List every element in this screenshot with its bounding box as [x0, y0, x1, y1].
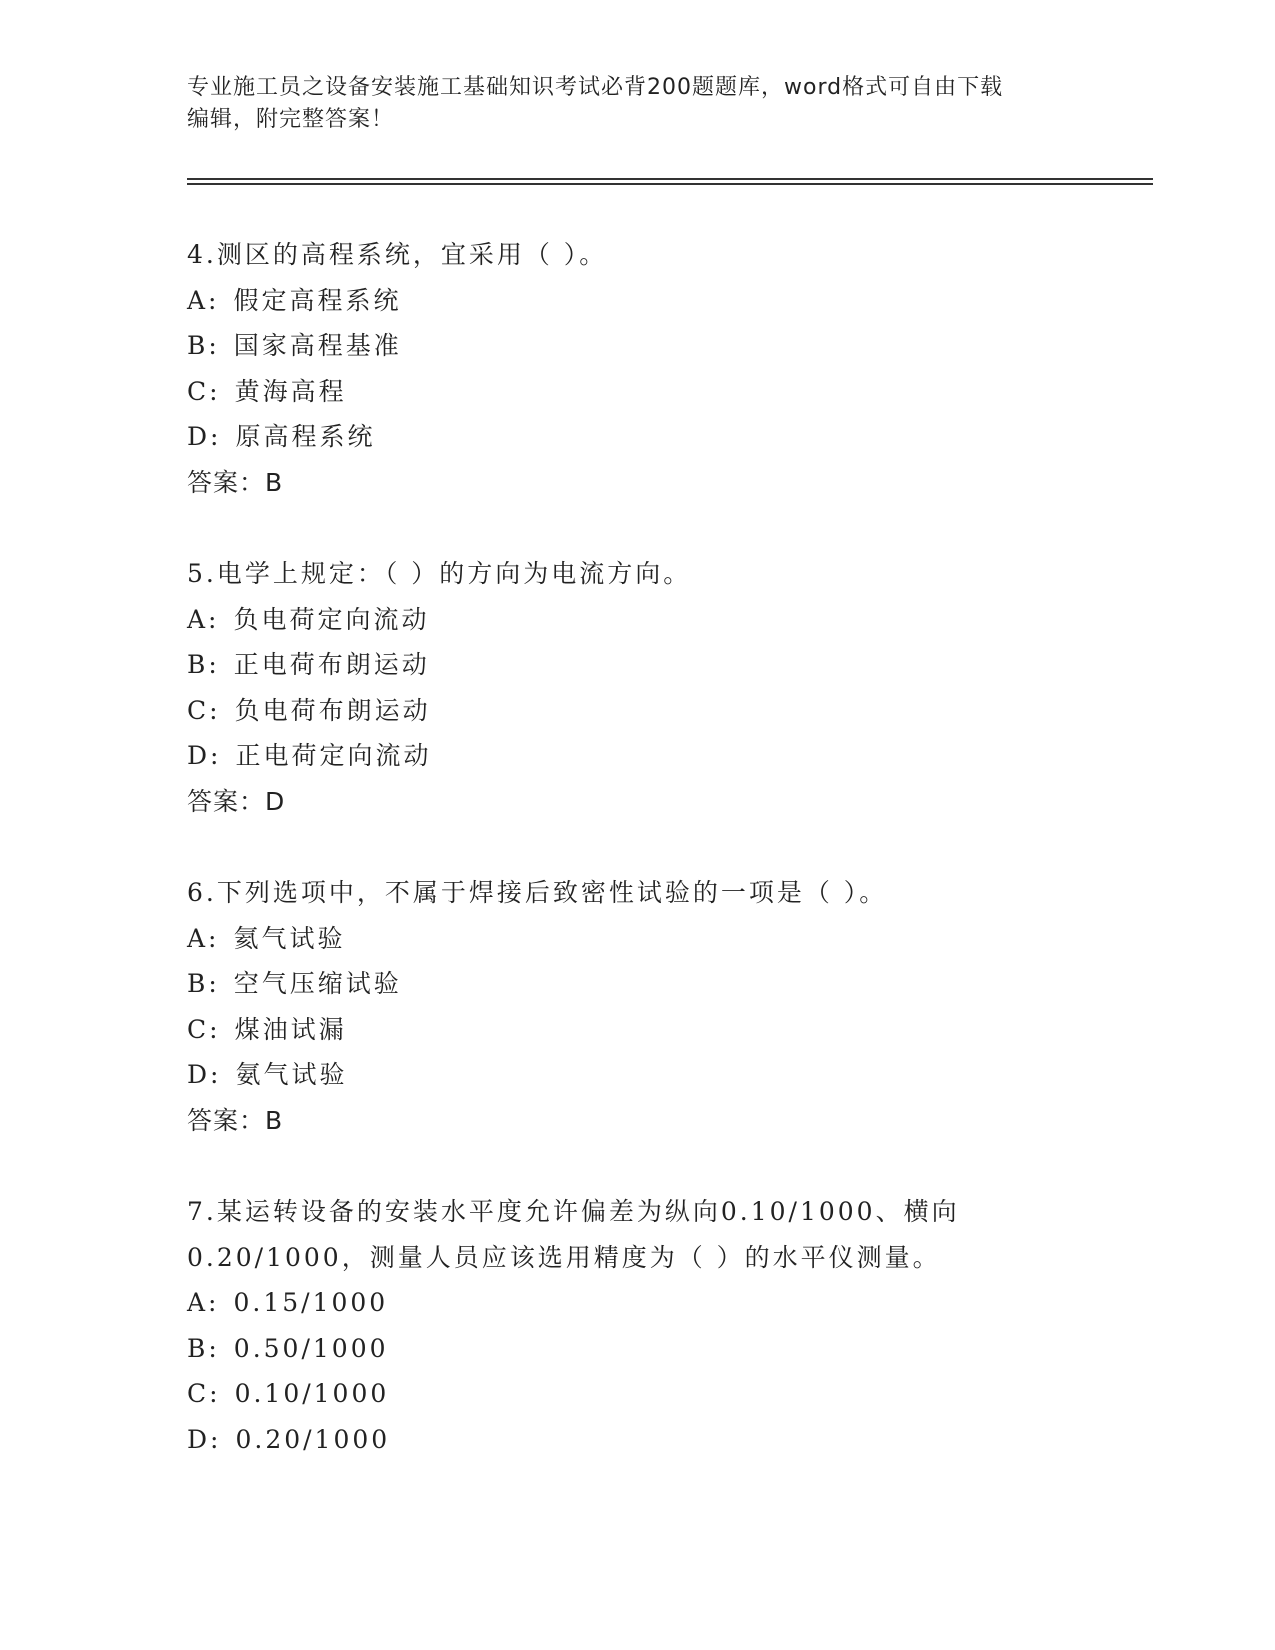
option-letter: C: [187, 1379, 221, 1408]
option-letter: A: [187, 923, 220, 953]
option-text: 氨气试验 [235, 1060, 348, 1089]
option-text: 0.10/1000 [234, 1379, 390, 1408]
option-letter: D: [187, 1424, 222, 1454]
question-stem-continued: 0.20/1000，测量人员应该选用精度为（ ）的水平仪测量。 [187, 1242, 941, 1272]
option-c [187, 1007, 1167, 1053]
header-line-2: 编辑，附完整答案！ [187, 107, 395, 132]
option-c [187, 688, 1167, 734]
document-header [187, 72, 1087, 136]
question-stem: 6.下列选项中，不属于焊接后致密性试验的一项是（ ）。 [187, 878, 888, 907]
option-b [187, 961, 1167, 1007]
option-text: 原高程系统 [235, 422, 376, 451]
option-a [187, 597, 1167, 643]
option-text: 空气压缩试验 [233, 969, 402, 998]
question-6 [187, 870, 1167, 1143]
option-a [187, 916, 1167, 962]
option-letter: C: [187, 1014, 221, 1044]
option-a [187, 1280, 1167, 1326]
option-letter: C: [187, 695, 221, 725]
question-4 [187, 232, 1167, 505]
option-c [187, 1371, 1167, 1417]
option-letter: A: [187, 285, 220, 315]
option-letter: B: [187, 331, 220, 360]
option-d [187, 733, 1167, 779]
question-stem: 4.测区的高程系统，宜采用（ ）。 [187, 240, 608, 269]
header-rule-bottom [187, 183, 1153, 185]
option-text: 0.50/1000 [233, 1333, 389, 1363]
option-letter: C: [187, 376, 221, 406]
option-letter: D: [187, 422, 222, 451]
option-text: 0.15/1000 [233, 1288, 389, 1317]
option-letter: D: [187, 741, 222, 770]
option-letter: B: [187, 1333, 220, 1363]
answer-line: 答案：D [187, 786, 286, 816]
option-text: 假定高程系统 [233, 285, 402, 315]
option-letter: B: [187, 969, 220, 998]
question-stem: 7.某运转设备的安装水平度允许偏差为纵向0.10/1000、横向 [187, 1197, 960, 1226]
question-stem: 5.电学上规定：（ ）的方向为电流方向。 [187, 559, 692, 588]
option-letter: D: [187, 1060, 222, 1089]
option-letter: B: [187, 650, 220, 679]
option-b [187, 1326, 1167, 1372]
answer-line: 答案：B [187, 1105, 284, 1135]
option-text: 氦气试验 [233, 923, 346, 953]
option-text: 黄海高程 [234, 376, 347, 406]
question-5 [187, 551, 1167, 824]
option-letter: A: [187, 1288, 220, 1317]
option-letter: A: [187, 604, 220, 634]
option-text: 正电荷布朗运动 [233, 650, 430, 679]
option-b [187, 642, 1167, 688]
option-d [187, 414, 1167, 460]
option-text: 煤油试漏 [234, 1014, 347, 1044]
option-text: 国家高程基准 [233, 331, 402, 360]
option-text: 正电荷定向流动 [235, 741, 432, 770]
option-d [187, 1417, 1167, 1463]
option-b [187, 323, 1167, 369]
option-d [187, 1052, 1167, 1098]
option-text: 0.20/1000 [235, 1424, 391, 1454]
question-7 [187, 1189, 1167, 1462]
answer-line: 答案：B [187, 467, 284, 497]
option-text: 负电荷定向流动 [233, 604, 430, 634]
header-rule-top [187, 178, 1153, 180]
option-c [187, 369, 1167, 415]
header-line-1: 专业施工员之设备安装施工基础知识考试必背200题题库，word格式可自由下载 [187, 75, 1004, 100]
option-text: 负电荷布朗运动 [234, 695, 431, 725]
option-a [187, 278, 1167, 324]
